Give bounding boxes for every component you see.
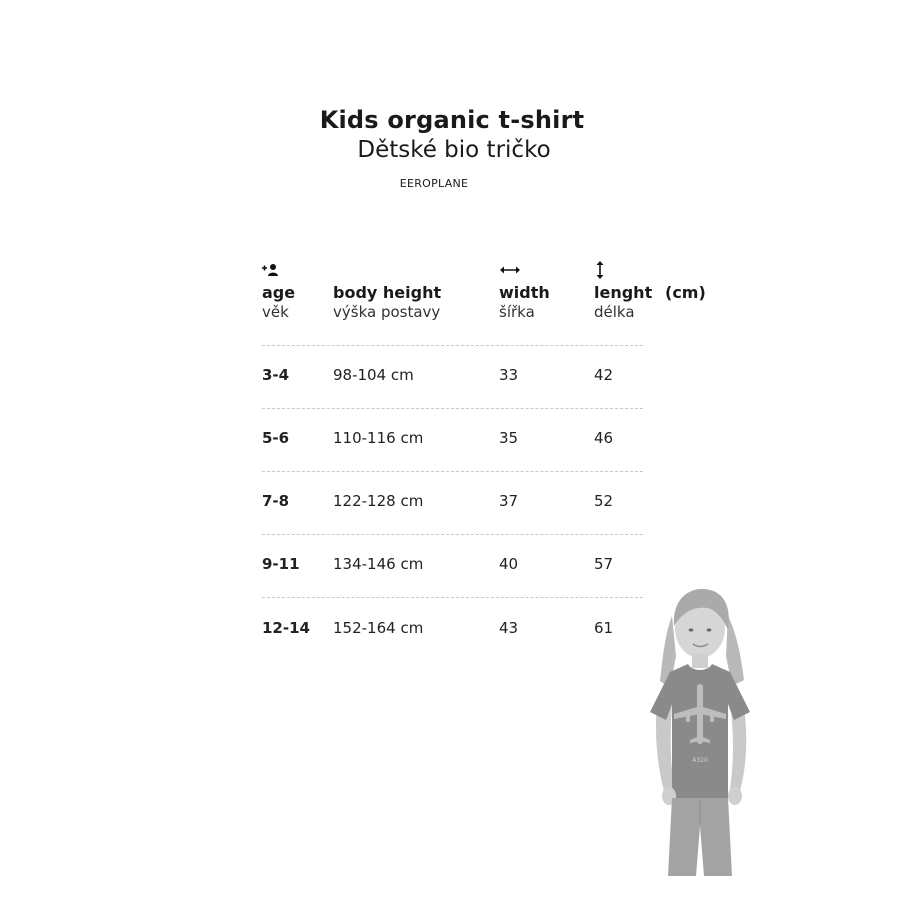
length-cell: 52 — [594, 492, 614, 510]
child-age-icon — [262, 263, 280, 277]
column-header-width: width — [499, 283, 550, 302]
brand-name: EEROPLANE — [399, 177, 469, 190]
child-model-photo — [620, 586, 780, 876]
horizontal-arrow-icon — [499, 265, 521, 275]
page-title: Kids organic t-shirt — [319, 106, 585, 134]
age-cell: 5-6 — [262, 429, 290, 447]
age-cell: 7-8 — [262, 492, 290, 510]
body-height-cell: 110-116 cm — [333, 429, 424, 447]
table-row — [0, 429, 900, 453]
row-divider — [262, 471, 643, 472]
body-height-cell: 98-104 cm — [333, 366, 414, 384]
column-header-age-cz: věk — [262, 303, 289, 321]
column-header-length: lenght — [594, 283, 653, 302]
width-cell: 35 — [499, 429, 519, 447]
width-cell: 40 — [499, 555, 519, 573]
body-height-cell: 134-146 cm — [333, 555, 424, 573]
length-cell: 57 — [594, 555, 614, 573]
column-header-body-height-cz: výška postavy — [333, 303, 441, 321]
table-row — [0, 492, 900, 516]
body-height-cell: 122-128 cm — [333, 492, 424, 510]
column-header-age: age — [262, 283, 296, 302]
row-divider — [262, 534, 643, 535]
width-cell: 33 — [499, 366, 519, 384]
column-header-body-height: body height — [333, 283, 442, 302]
vertical-arrow-icon — [594, 260, 606, 280]
age-cell: 12-14 — [262, 619, 310, 637]
row-divider — [262, 345, 643, 346]
table-row — [0, 366, 900, 390]
width-cell: 43 — [499, 619, 519, 637]
length-cell: 46 — [594, 429, 614, 447]
column-header-width-cz: šířka — [499, 303, 535, 321]
row-divider — [262, 408, 643, 409]
age-cell: 9-11 — [262, 555, 300, 573]
body-height-cell: 152-164 cm — [333, 619, 424, 637]
width-cell: 37 — [499, 492, 519, 510]
age-cell: 3-4 — [262, 366, 290, 384]
unit-label: (cm) — [665, 283, 706, 302]
table-row — [0, 555, 900, 579]
length-cell: 61 — [594, 619, 614, 637]
length-cell: 42 — [594, 366, 614, 384]
row-divider — [262, 597, 643, 598]
column-header-length-cz: délka — [594, 303, 635, 321]
shirt-print-text: A320 — [692, 757, 708, 764]
page-subtitle: Dětské bio tričko — [357, 137, 551, 163]
